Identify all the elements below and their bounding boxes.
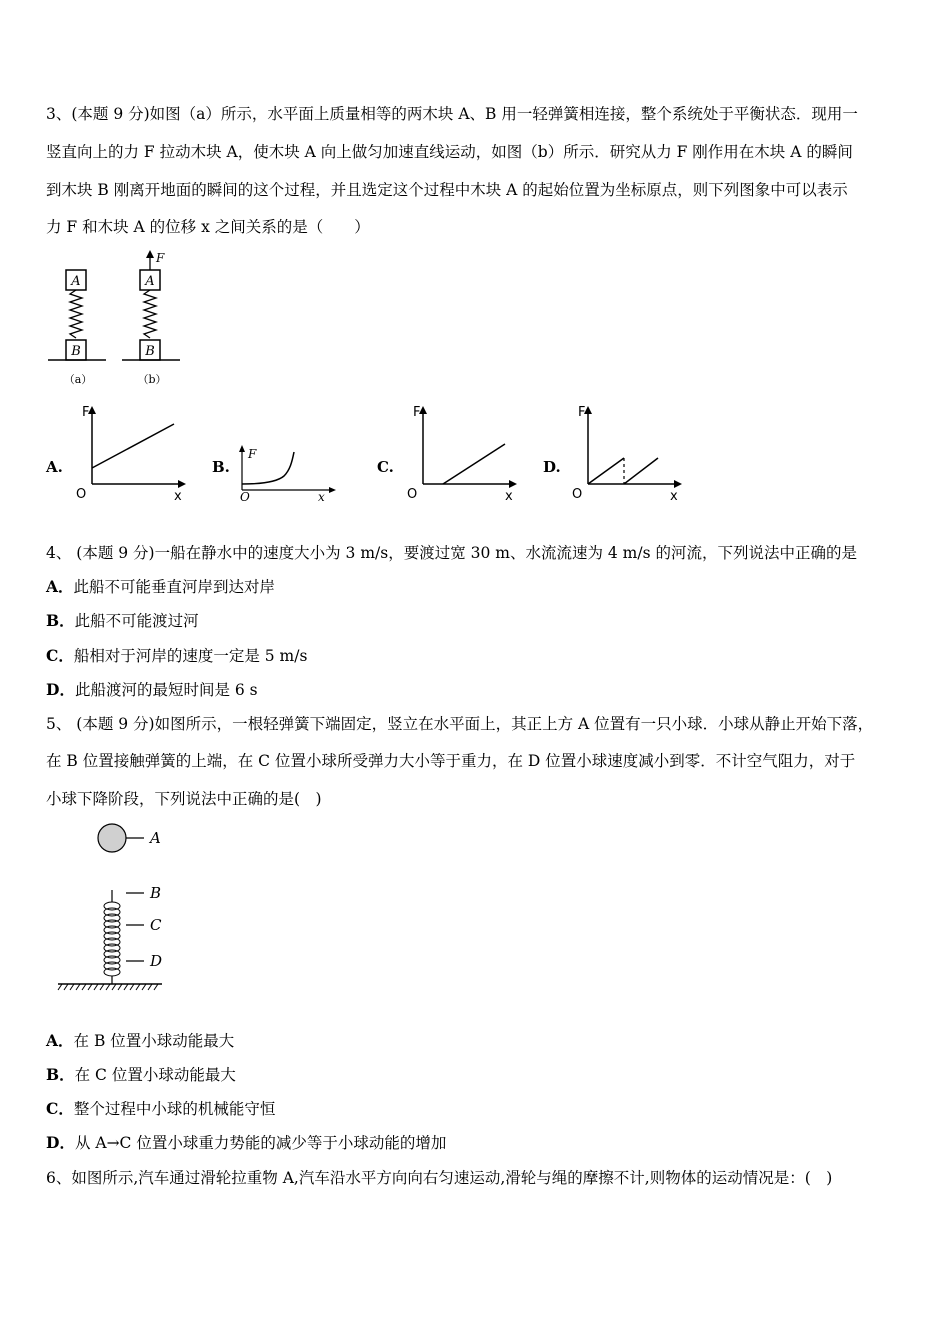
y-label: F <box>578 405 586 420</box>
x-label: x <box>174 489 182 504</box>
q3-option-a-graph[interactable] <box>74 402 194 504</box>
block-a-label: A <box>71 274 81 289</box>
q3-stem-line3: 到木块 B 刚离开地面的瞬间的这个过程，并且选定这个过程中木块 A 的起始位置为坐标原点，则下列图象中可以表示 <box>46 181 848 199</box>
caption-b: （b） <box>137 373 167 386</box>
q5-option-b[interactable] <box>46 1063 236 1085</box>
q3-option-c-graph[interactable] <box>405 402 525 504</box>
q6-stem: 6、如图所示,汽车通过滑轮拉重物 A,汽车沿水平方向向右匀速运动,滑轮与绳的摩擦不计,则物体的运动情况是：( ) <box>46 1169 833 1187</box>
q5-option-b-letter: B． <box>46 1065 75 1084</box>
origin-label: O <box>76 487 87 502</box>
q4-option-c[interactable] <box>46 644 307 666</box>
q5-option-c-text: 整个过程中小球的机械能守恒 <box>73 1100 276 1118</box>
q3-stem-line4: 力 F 和木块 A 的位移 x 之间关系的是（ ） <box>46 218 370 236</box>
q5-option-d-letter: D． <box>46 1133 75 1152</box>
x-label: x <box>318 490 325 502</box>
q4-option-b-letter: B． <box>46 611 75 630</box>
q5-option-d[interactable] <box>46 1131 446 1153</box>
x-axis-arrow <box>509 480 517 488</box>
graph-line-2 <box>624 458 658 484</box>
q5-stem-line2: 在 B 位置接触弹簧的上端，在 C 位置小球所受弹力大小等于重力，在 D 位置小球速度减小到零．不计空气阻力，对于 <box>46 752 856 770</box>
q4-option-d[interactable] <box>46 678 258 700</box>
block-a-label-b: A <box>145 274 155 289</box>
origin-label: O <box>407 487 418 502</box>
q5-option-d-text: 从 A→C 位置小球重力势能的减少等于小球动能的增加 <box>74 1134 447 1152</box>
x-axis-arrow <box>674 480 682 488</box>
q4-option-b-text: 此船不可能渡过河 <box>74 612 199 630</box>
q3-stem-line1: 3、(本题 9 分)如图（a）所示，水平面上质量相等的两木块 A、B 用一轻弹簧相连接，整个系统处于平衡状态．现用一 <box>46 105 858 123</box>
y-label: F <box>82 405 90 420</box>
q5-stem-line1: 5、 (本题 9 分)如图所示，一根轻弹簧下端固定，竖立在水平面上，其正上方 A 位置有一只小球．小球从静止开始下落， <box>46 715 874 733</box>
y-axis-arrow <box>239 445 245 452</box>
q5-option-a-text: 在 B 位置小球动能最大 <box>73 1032 235 1050</box>
force-arrow-head <box>146 250 154 258</box>
origin-label: O <box>240 490 250 502</box>
block-b-label: B <box>71 344 81 359</box>
q4-option-d-letter: D． <box>46 680 75 699</box>
force-label: F <box>156 251 165 265</box>
figure-b <box>122 250 180 386</box>
q3-option-d-graph[interactable] <box>570 402 690 504</box>
q3-option-a-letter[interactable]: A. <box>46 458 63 476</box>
x-axis-arrow <box>329 487 336 493</box>
y-label: F <box>413 405 421 420</box>
origin-label: O <box>572 487 583 502</box>
q5-option-c-letter: C． <box>46 1099 74 1118</box>
q3-option-b-letter[interactable]: B. <box>212 458 230 476</box>
q3-stem-line2: 竖直向上的力 F 拉动木块 A，使木块 A 向上做匀加速直线运动，如图（b）所示．研究从力 F 刚作用在木块 A 的瞬间 <box>46 143 853 161</box>
graph-line-1 <box>588 458 624 484</box>
q4-option-a[interactable] <box>46 575 275 597</box>
q4-option-d-text: 此船渡河的最短时间是 6 s <box>74 681 258 699</box>
spring-b <box>144 290 156 338</box>
q5-option-c[interactable] <box>46 1097 275 1119</box>
spring-coil <box>104 890 120 984</box>
q3-option-d-letter[interactable]: D. <box>543 458 561 476</box>
q4-option-a-text: 此船不可能垂直河岸到达对岸 <box>73 578 276 596</box>
label-b: B <box>150 884 162 902</box>
caption-a: （a） <box>63 373 93 386</box>
graph-line <box>443 444 505 484</box>
q4-stem: 4、 (本题 9 分)一船在静水中的速度大小为 3 m/s，要渡过宽 30 m、水流流速为 4 m/s 的河流，下列说法中正确的是 <box>46 544 857 562</box>
y-label: F <box>248 447 257 461</box>
q5-stem-line3: 小球下降阶段，下列说法中正确的是( ) <box>46 790 322 808</box>
q4-option-c-letter: C． <box>46 646 74 665</box>
label-c: C <box>150 916 162 934</box>
x-axis-arrow <box>178 480 186 488</box>
block-b-label-b: B <box>145 344 155 359</box>
ball <box>98 824 126 852</box>
x-label: x <box>505 489 513 504</box>
q3-option-c-letter[interactable]: C. <box>377 458 394 476</box>
q3-spring-blocks-figure <box>44 248 194 393</box>
q5-option-a-letter: A． <box>46 1031 74 1050</box>
x-label: x <box>670 489 678 504</box>
q5-option-b-text: 在 C 位置小球动能最大 <box>74 1066 236 1084</box>
q5-option-a[interactable] <box>46 1029 234 1051</box>
spring-a <box>70 290 82 338</box>
ground-hatch <box>58 984 158 990</box>
q4-option-c-text: 船相对于河岸的速度一定是 5 m/s <box>73 647 308 665</box>
q4-option-a-letter: A． <box>46 577 74 596</box>
figure-a <box>48 270 106 386</box>
q5-ball-spring-figure <box>52 818 182 1000</box>
label-d: D <box>150 952 163 970</box>
q3-option-b-graph[interactable] <box>232 440 342 502</box>
graph-line <box>92 424 174 468</box>
label-a: A <box>150 829 161 847</box>
q4-option-b[interactable] <box>46 609 199 631</box>
